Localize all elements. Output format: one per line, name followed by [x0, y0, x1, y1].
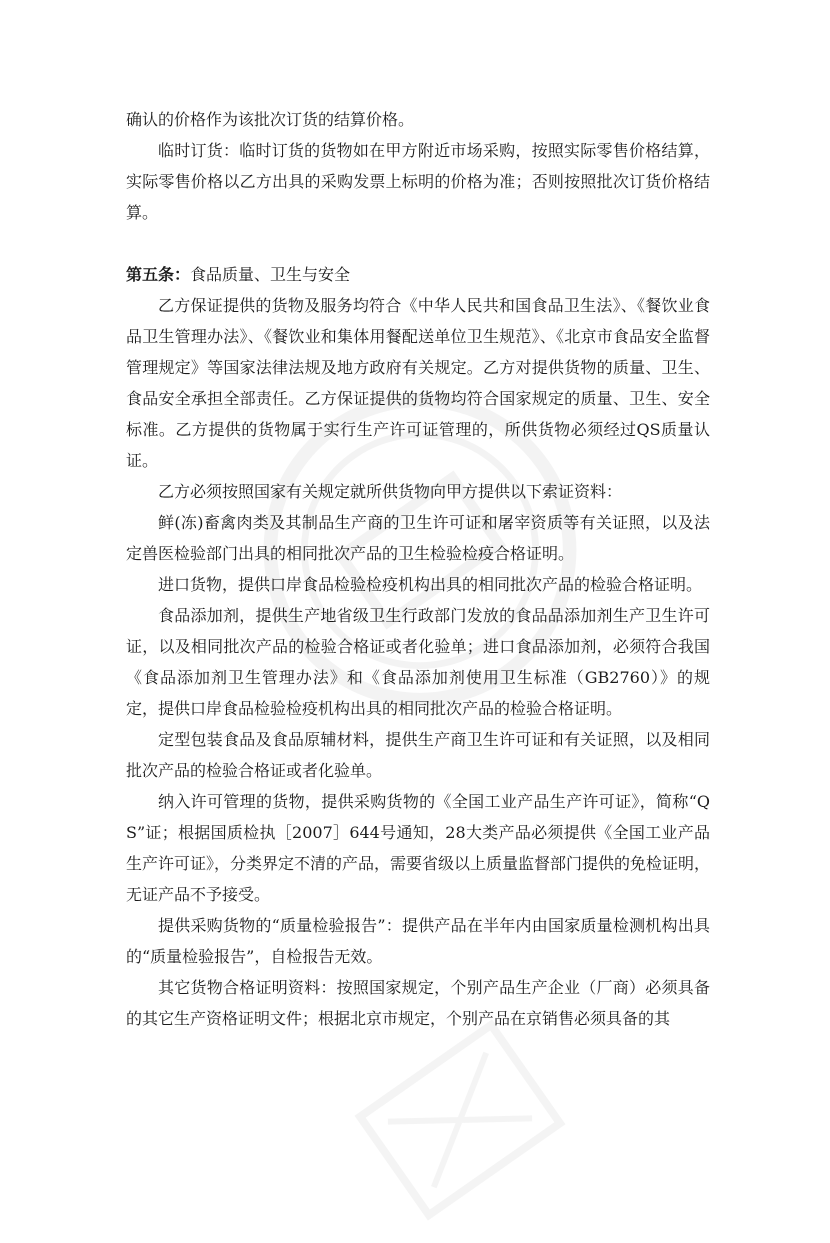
section-heading — [126, 259, 710, 290]
paragraph-documents-required: 乙方必须按照国家有关规定就所供货物向甲方提供以下索证资料： — [158, 482, 623, 501]
paragraph-compliance: 乙方保证提供的货物及服务均符合《中华人民共和国食品卫生法》、《餐饮业食品卫生管理办法》、《餐饮业和集体用餐配送单位卫生规范》、《北京市食品安全监督管理规定》等国家法律法规及地方政府有关规定。乙方对提供货物的质量、卫生、食品安全承担全部责任。乙方保证提供的货物均符合国家规定的质量、卫生、安全标准。乙方提供的货物属于实行生产许可证管理的，所供货物必须经过QS质量认证。 — [126, 296, 710, 470]
paragraph-settlement-price: 确认的价格作为该批次订货的结算价格。 — [126, 110, 415, 129]
paragraph-licensed-goods: 纳入许可管理的货物，提供采购货物的《全国工业产品生产许可证》，简称“QS”证；根据国质检执［2007］644号通知，28大类产品必须提供《全国工业产品生产许可证》，分类界定不清的产品，需要省级以上质量监督部门提供的免检证明，无证产品不予接受。 — [126, 792, 711, 904]
paragraph-other-certificates: 其它货物合格证明资料：按照国家规定，个别产品生产企业（厂商）必须具备的其它生产资格证明文件；根据北京市规定，个别产品在京销售必须具备的其 — [126, 978, 710, 1028]
paragraph-food-additives: 食品添加剂，提供生产地省级卫生行政部门发放的食品品添加剂生产卫生许可证，以及相同批次产品的检验合格证或者化验单；进口食品添加剂，必须符合我国 《食品添加剂卫生管理办法》和《食品添加剂使用卫生标准（GB2760）》的规定，提供口岸食品检验检疫机构出具的相同批次产品的检验合格证明。 — [126, 606, 727, 718]
paragraph-packaged-food: 定型包装食品及食品原辅材料，提供生产商卫生许可证和有关证照，以及相同批次产品的检验合格证或者化验单。 — [126, 730, 710, 780]
document-body — [126, 104, 727, 1034]
section-number: 第五条： — [126, 265, 191, 284]
paragraph-temporary-order: 临时订货：临时订货的货物如在甲方附近市场采购，按照实际零售价格结算，实际零售价格以乙方出具的采购发票上标明的价格为准；否则按照批次订货价格结算。 — [126, 141, 710, 222]
paragraph-quality-report: 提供采购货物的“质量检验报告”：提供产品在半年内由国家质量检测机构出具的“质量检验报告”，自检报告无效。 — [126, 916, 710, 966]
paragraph-meat-products: 鲜(冻)畜禽肉类及其制品生产商的卫生许可证和屠宰资质等有关证照，以及法定兽医检验部门出具的相同批次产品的卫生检验检疫合格证明。 — [126, 513, 710, 563]
paragraph-imported-goods: 进口货物，提供口岸食品检验检疫机构出具的相同批次产品的检验合格证明。 — [158, 575, 703, 594]
section-title: 食品质量、卫生与安全 — [190, 265, 351, 284]
